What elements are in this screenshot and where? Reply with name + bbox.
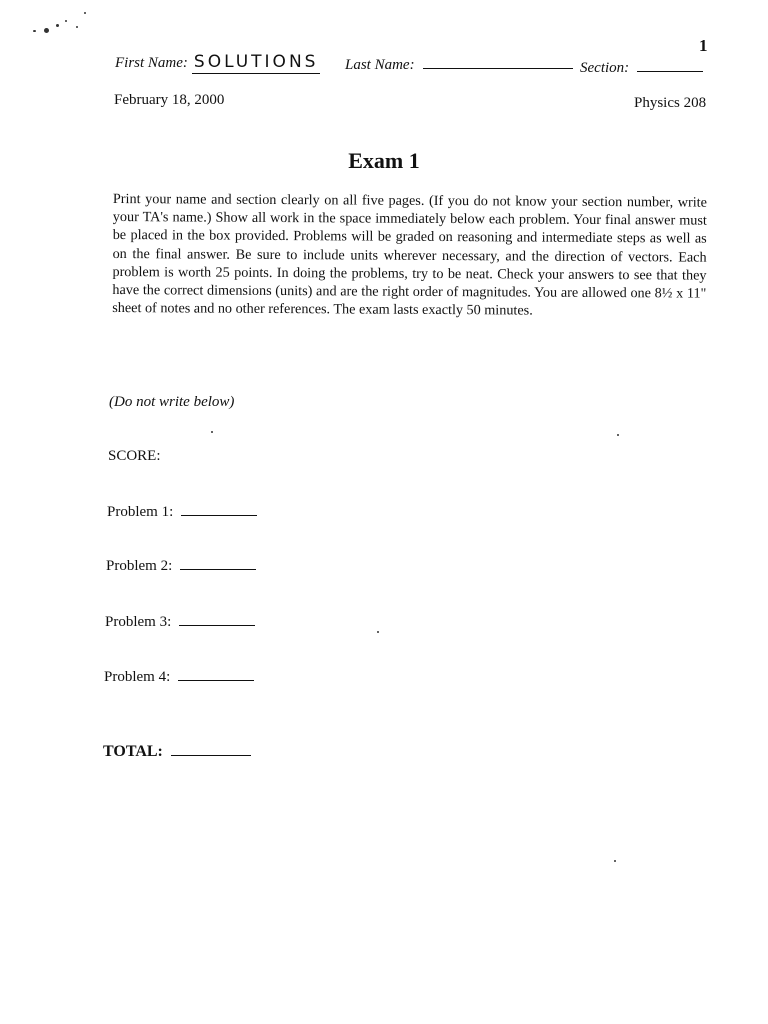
problem-3-label: Problem 3: bbox=[105, 614, 172, 630]
exam-title: Exam 1 bbox=[348, 148, 420, 173]
problem-3-row bbox=[105, 614, 255, 631]
score-label: SCORE: bbox=[108, 448, 161, 464]
scan-speck bbox=[76, 26, 78, 28]
total-label: TOTAL: bbox=[103, 743, 163, 760]
do-not-write-note: (Do not write below) bbox=[109, 394, 235, 410]
problem-1-label: Problem 1: bbox=[107, 504, 174, 520]
scan-speck bbox=[56, 24, 59, 27]
page-number: 1 bbox=[699, 36, 708, 55]
scan-speck bbox=[211, 431, 213, 433]
name-field-row bbox=[115, 52, 320, 72]
last-name-blank[interactable] bbox=[423, 67, 573, 69]
scan-speck bbox=[377, 631, 379, 633]
problem-1-row bbox=[107, 504, 257, 521]
scan-speck bbox=[33, 30, 36, 32]
section-blank[interactable] bbox=[637, 70, 703, 72]
scan-speck bbox=[44, 28, 49, 33]
exam-date: February 18, 2000 bbox=[114, 92, 225, 108]
scan-speck bbox=[617, 434, 619, 436]
total-row bbox=[103, 743, 251, 761]
total-blank[interactable] bbox=[171, 754, 251, 756]
scan-speck bbox=[614, 860, 616, 862]
problem-2-label: Problem 2: bbox=[106, 558, 173, 574]
course-name: Physics 208 bbox=[634, 95, 707, 111]
first-name-label: First Name: bbox=[115, 55, 188, 71]
problem-4-row bbox=[104, 669, 254, 686]
problem-2-blank[interactable] bbox=[180, 568, 256, 570]
problem-1-blank[interactable] bbox=[181, 514, 257, 516]
scan-speck bbox=[65, 20, 67, 22]
first-name-value[interactable]: SOLUTIONS bbox=[193, 52, 319, 72]
instructions-paragraph: Print your name and section clearly on all five pages. (If you do not know your section number, write your TA's name.) Show all work in the space immediately below each problem. Your final answer must be placed in the box provided. Problems will be graded on reasoning and intermediate steps as well as on the final answer. Be sure to include units wherever necessary, and the direction of vectors. Each problem is worth 25 points. In doing the problems, try to be neat. Check your answers to see that they have the correct dimensions (units) and are the right order of magnitudes. You are allowed one 8½ x 11" sheet of notes and no other references. The exam lasts exactly 50 minutes. bbox=[112, 190, 707, 319]
scan-speck bbox=[84, 12, 86, 14]
problem-3-blank[interactable] bbox=[179, 624, 255, 626]
section-row bbox=[580, 59, 703, 77]
section-label: Section: bbox=[580, 60, 630, 76]
problem-4-label: Problem 4: bbox=[104, 669, 171, 685]
problem-2-row bbox=[106, 558, 256, 575]
last-name-label: Last Name: bbox=[345, 57, 415, 73]
last-name-row bbox=[345, 56, 573, 74]
problem-4-blank[interactable] bbox=[178, 679, 254, 681]
